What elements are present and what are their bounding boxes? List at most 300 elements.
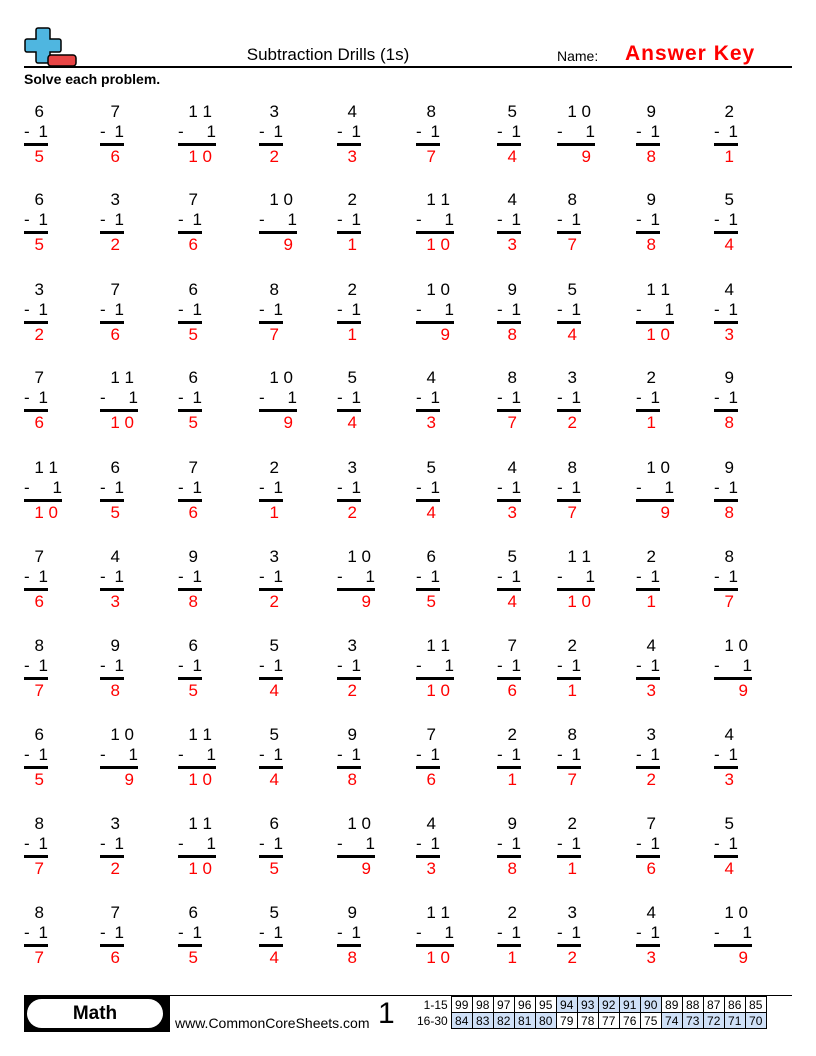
problem <box>100 903 124 968</box>
problem <box>259 725 283 790</box>
subtrahend: - 1 <box>416 923 454 942</box>
subtrahend: - 1 <box>24 478 62 497</box>
score-cell: 75 <box>640 1013 661 1029</box>
problem <box>100 636 124 701</box>
problem <box>557 102 595 167</box>
answer: 2 <box>110 859 120 878</box>
answer: 2 <box>646 770 656 789</box>
answer-rule <box>497 855 521 858</box>
answer-rule <box>416 944 454 947</box>
answer: 8 <box>110 681 120 700</box>
subtrahend: - 1 <box>636 122 660 141</box>
score-cell: 79 <box>556 1013 577 1029</box>
subject-badge <box>24 996 170 1032</box>
problem <box>497 458 521 523</box>
problem <box>714 725 738 790</box>
problem <box>259 368 297 433</box>
answer-rule <box>416 231 454 234</box>
minuend: 1 1 <box>426 190 450 209</box>
problem <box>100 368 138 433</box>
problem <box>416 814 440 879</box>
answer: 7 <box>567 235 577 254</box>
answer: 9 <box>361 592 371 611</box>
problem <box>714 458 738 523</box>
problem <box>337 903 361 968</box>
subtrahend: - 1 <box>557 388 581 407</box>
answer: 2 <box>269 147 279 166</box>
subtrahend: - 1 <box>636 567 660 586</box>
minuend: 7 <box>34 368 44 387</box>
answer-rule <box>714 231 738 234</box>
subtrahend: - 1 <box>100 300 124 319</box>
minuend: 6 <box>34 190 44 209</box>
answer-rule <box>337 677 361 680</box>
answer: 1 0 <box>110 413 134 432</box>
minuend: 2 <box>347 190 357 209</box>
minuend: 6 <box>34 725 44 744</box>
answer: 9 <box>660 503 670 522</box>
minuend: 6 <box>269 814 279 833</box>
problem <box>497 547 521 612</box>
subtrahend: - 1 <box>497 122 521 141</box>
subtrahend: - 1 <box>636 478 674 497</box>
minuend: 4 <box>347 102 357 121</box>
answer-rule <box>497 409 521 412</box>
minuend: 8 <box>507 368 517 387</box>
minuend: 3 <box>269 102 279 121</box>
answer-rule <box>178 855 216 858</box>
answer-rule <box>100 677 124 680</box>
answer: 6 <box>426 770 436 789</box>
website-link[interactable]: www.CommonCoreSheets.com <box>175 1015 370 1031</box>
minuend: 8 <box>269 280 279 299</box>
minuend: 4 <box>724 725 734 744</box>
answer: 9 <box>738 681 748 700</box>
answer-rule <box>557 409 581 412</box>
minuend: 1 1 <box>188 725 212 744</box>
answer-rule <box>100 499 124 502</box>
subtrahend: - 1 <box>178 210 202 229</box>
score-cell: 78 <box>577 1013 598 1029</box>
answer: 1 0 <box>188 859 212 878</box>
problem <box>259 547 283 612</box>
subtrahend: - 1 <box>178 656 202 675</box>
answer: 6 <box>646 859 656 878</box>
minuend: 6 <box>188 280 198 299</box>
answer: 1 0 <box>567 592 591 611</box>
answer: 1 0 <box>188 770 212 789</box>
answer-rule <box>557 143 595 146</box>
answer-rule <box>416 588 440 591</box>
answer-rule <box>714 944 752 947</box>
subtrahend: - 1 <box>636 923 660 942</box>
minuend: 8 <box>34 814 44 833</box>
subtrahend: - 1 <box>416 388 440 407</box>
problem <box>636 814 660 879</box>
minuend: 9 <box>724 368 734 387</box>
problem <box>497 725 521 790</box>
answer-rule <box>178 321 202 324</box>
subtrahend: - 1 <box>714 210 738 229</box>
score-table <box>414 996 767 1029</box>
answer-rule <box>178 766 216 769</box>
answer-rule <box>259 588 283 591</box>
problem <box>337 458 361 523</box>
problem <box>714 280 738 345</box>
answer: 3 <box>646 681 656 700</box>
problem <box>557 903 581 968</box>
problem <box>416 280 454 345</box>
answer-rule <box>24 677 48 680</box>
subtrahend: - 1 <box>714 388 738 407</box>
answer: 9 <box>124 770 134 789</box>
problem <box>636 102 660 167</box>
minuend: 2 <box>567 814 577 833</box>
score-cell: 82 <box>493 1013 514 1029</box>
minuend: 5 <box>269 636 279 655</box>
minuend: 3 <box>567 903 577 922</box>
answer-rule <box>337 588 375 591</box>
answer: 9 <box>581 147 591 166</box>
minuend: 5 <box>347 368 357 387</box>
score-cell: 76 <box>619 1013 640 1029</box>
header-divider <box>24 66 792 68</box>
answer: 1 0 <box>188 147 212 166</box>
problem <box>416 368 440 433</box>
minuend: 5 <box>724 814 734 833</box>
answer: 7 <box>34 859 44 878</box>
subtrahend: - 1 <box>416 300 454 319</box>
answer: 7 <box>426 147 436 166</box>
problem <box>636 547 660 612</box>
answer: 6 <box>34 592 44 611</box>
subtrahend: - 1 <box>557 834 581 853</box>
score-cell: 83 <box>472 1013 493 1029</box>
problem <box>557 814 581 879</box>
minuend: 9 <box>347 725 357 744</box>
answer: 3 <box>646 948 656 967</box>
subtrahend: - 1 <box>416 656 454 675</box>
answer-rule <box>497 143 521 146</box>
instructions: Solve each problem. <box>24 71 161 87</box>
problem <box>24 458 62 523</box>
minuend: 7 <box>507 636 517 655</box>
minuend: 4 <box>426 368 436 387</box>
answer: 5 <box>110 503 120 522</box>
problem <box>337 102 361 167</box>
answer-rule <box>416 766 440 769</box>
answer: 9 <box>440 325 450 344</box>
answer: 4 <box>724 859 734 878</box>
answer-rule <box>337 321 361 324</box>
answer-rule <box>416 143 440 146</box>
minuend: 1 1 <box>34 458 58 477</box>
subtrahend: - 1 <box>416 745 440 764</box>
minuend: 8 <box>426 102 436 121</box>
subtrahend: - 1 <box>636 745 660 764</box>
problem <box>497 903 521 968</box>
answer-rule <box>24 855 48 858</box>
answer-rule <box>636 588 660 591</box>
minuend: 8 <box>567 190 577 209</box>
answer: 8 <box>646 147 656 166</box>
minuend: 1 0 <box>347 547 371 566</box>
minuend: 6 <box>110 458 120 477</box>
answer-rule <box>636 321 674 324</box>
answer: 6 <box>110 325 120 344</box>
page-title: Subtraction Drills (1s) <box>246 45 410 64</box>
problem <box>178 280 202 345</box>
answer: 1 <box>347 325 357 344</box>
answer-rule <box>497 766 521 769</box>
score-cell: 86 <box>724 997 745 1013</box>
problem <box>337 636 361 701</box>
score-cell: 96 <box>514 997 535 1013</box>
minuend: 1 1 <box>188 814 212 833</box>
answer: 1 0 <box>426 948 450 967</box>
minuend: 9 <box>724 458 734 477</box>
problem <box>557 458 581 523</box>
answer-rule <box>714 766 738 769</box>
answer: 4 <box>426 503 436 522</box>
subtrahend: - 1 <box>714 122 738 141</box>
score-row-label: 1-15 <box>423 997 448 1012</box>
minuend: 6 <box>34 102 44 121</box>
answer: 9 <box>361 859 371 878</box>
answer: 6 <box>110 147 120 166</box>
answer: 4 <box>269 770 279 789</box>
problem <box>178 458 202 523</box>
subtrahend: - 1 <box>178 478 202 497</box>
answer: 1 <box>567 681 577 700</box>
answer: 6 <box>188 235 198 254</box>
problem <box>337 280 361 345</box>
answer-rule <box>259 677 283 680</box>
score-row-label: 16-30 <box>417 1013 448 1028</box>
problem <box>714 102 738 167</box>
answer: 8 <box>507 325 517 344</box>
problem <box>337 368 361 433</box>
subtrahend: - 1 <box>497 388 521 407</box>
subtrahend: - 1 <box>337 300 361 319</box>
score-cell: 72 <box>703 1013 724 1029</box>
answer: 4 <box>269 948 279 967</box>
answer-rule <box>714 499 738 502</box>
subtrahend: - 1 <box>100 122 124 141</box>
subtrahend: - 1 <box>337 567 375 586</box>
minuend: 8 <box>34 903 44 922</box>
minuend: 8 <box>567 725 577 744</box>
subtrahend: - 1 <box>178 388 202 407</box>
minuend: 6 <box>188 903 198 922</box>
answer: 1 0 <box>646 325 670 344</box>
answer: 1 <box>507 948 517 967</box>
answer: 8 <box>646 235 656 254</box>
answer-rule <box>337 143 361 146</box>
answer: 7 <box>567 770 577 789</box>
subtrahend: - 1 <box>636 656 660 675</box>
answer-rule <box>557 944 581 947</box>
subtrahend: - 1 <box>416 567 440 586</box>
score-cell: 71 <box>724 1013 745 1029</box>
subtrahend: - 1 <box>636 210 660 229</box>
answer-rule <box>337 409 361 412</box>
problem <box>24 636 48 701</box>
score-cell: 92 <box>598 997 619 1013</box>
answer: 3 <box>110 592 120 611</box>
problem <box>714 368 738 433</box>
problem <box>337 547 375 612</box>
minuend: 9 <box>646 190 656 209</box>
subtrahend: - 1 <box>337 834 375 853</box>
answer: 5 <box>188 325 198 344</box>
problem <box>100 547 124 612</box>
subtrahend: - 1 <box>714 478 738 497</box>
answer-rule <box>259 321 283 324</box>
problem <box>24 102 48 167</box>
minuend: 5 <box>426 458 436 477</box>
minuend: 6 <box>188 368 198 387</box>
problem <box>259 458 283 523</box>
answer: 3 <box>724 325 734 344</box>
minuend: 8 <box>34 636 44 655</box>
subtrahend: - 1 <box>259 478 283 497</box>
problem <box>636 725 660 790</box>
answer: 8 <box>188 592 198 611</box>
subtrahend: - 1 <box>24 300 48 319</box>
minuend: 3 <box>34 280 44 299</box>
minuend: 4 <box>724 280 734 299</box>
problem <box>636 280 674 345</box>
problem <box>416 102 440 167</box>
problem <box>557 368 581 433</box>
subtrahend: - 1 <box>497 745 521 764</box>
name-value: Answer Key <box>625 42 756 65</box>
answer: 4 <box>269 681 279 700</box>
answer-rule <box>24 766 48 769</box>
problem <box>100 190 124 255</box>
problem <box>557 280 581 345</box>
answer: 1 0 <box>34 503 58 522</box>
problem <box>259 636 283 701</box>
subtrahend: - 1 <box>100 923 124 942</box>
minuend: 4 <box>507 190 517 209</box>
problem <box>178 636 202 701</box>
answer-rule <box>714 855 738 858</box>
subtrahend: - 1 <box>259 567 283 586</box>
subtrahend: - 1 <box>497 923 521 942</box>
subtrahend: - 1 <box>24 567 48 586</box>
problem <box>100 725 138 790</box>
subtrahend: - 1 <box>636 834 660 853</box>
answer-rule <box>497 677 521 680</box>
problem <box>714 190 738 255</box>
subtrahend: - 1 <box>497 834 521 853</box>
answer-rule <box>714 588 738 591</box>
problem <box>178 368 202 433</box>
problem <box>259 903 283 968</box>
answer: 3 <box>426 859 436 878</box>
subtrahend: - 1 <box>497 210 521 229</box>
subtrahend: - 1 <box>636 388 660 407</box>
subtrahend: - 1 <box>557 923 581 942</box>
answer-rule <box>557 677 581 680</box>
answer-rule <box>416 321 454 324</box>
answer-rule <box>636 499 674 502</box>
subtrahend: - 1 <box>100 567 124 586</box>
minuend: 9 <box>507 280 517 299</box>
problem <box>24 368 48 433</box>
score-cell: 90 <box>640 997 661 1013</box>
answer-rule <box>337 944 361 947</box>
score-cell: 77 <box>598 1013 619 1029</box>
problem <box>100 458 124 523</box>
subtrahend: - 1 <box>24 122 48 141</box>
problem <box>557 190 581 255</box>
answer: 4 <box>507 592 517 611</box>
answer-rule <box>636 766 660 769</box>
subtrahend: - 1 <box>337 656 361 675</box>
answer-rule <box>416 855 440 858</box>
subtrahend: - 1 <box>259 122 283 141</box>
answer: 3 <box>347 147 357 166</box>
problem <box>100 280 124 345</box>
subtrahend: - 1 <box>557 656 581 675</box>
answer: 6 <box>188 503 198 522</box>
problem <box>497 280 521 345</box>
answer-rule <box>714 321 738 324</box>
problem <box>100 102 124 167</box>
score-cell: 87 <box>703 997 724 1013</box>
answer: 1 0 <box>426 681 450 700</box>
minuend: 2 <box>507 903 517 922</box>
answer: 7 <box>269 325 279 344</box>
minuend: 1 0 <box>347 814 371 833</box>
answer: 4 <box>347 413 357 432</box>
answer: 8 <box>724 503 734 522</box>
answer: 2 <box>567 413 577 432</box>
score-cell: 94 <box>556 997 577 1013</box>
answer: 3 <box>507 503 517 522</box>
answer: 6 <box>34 413 44 432</box>
problem <box>557 547 595 612</box>
minuend: 3 <box>646 725 656 744</box>
minuend: 2 <box>646 368 656 387</box>
minuend: 3 <box>347 636 357 655</box>
subtrahend: - 1 <box>24 745 48 764</box>
subtrahend: - 1 <box>557 745 581 764</box>
answer: 7 <box>507 413 517 432</box>
answer: 4 <box>724 235 734 254</box>
problem <box>636 190 660 255</box>
subtrahend: - 1 <box>24 834 48 853</box>
score-cell: 80 <box>535 1013 556 1029</box>
score-cell: 85 <box>745 997 766 1013</box>
subtrahend: - 1 <box>24 656 48 675</box>
subtrahend: - 1 <box>337 478 361 497</box>
answer: 5 <box>34 770 44 789</box>
subtrahend: - 1 <box>178 300 202 319</box>
subtrahend: - 1 <box>259 834 283 853</box>
minuend: 3 <box>567 368 577 387</box>
score-cell: 88 <box>682 997 703 1013</box>
answer: 9 <box>283 413 293 432</box>
minuend: 2 <box>567 636 577 655</box>
answer-rule <box>714 143 738 146</box>
answer-rule <box>100 855 124 858</box>
answer-rule <box>24 321 48 324</box>
problem <box>636 368 660 433</box>
